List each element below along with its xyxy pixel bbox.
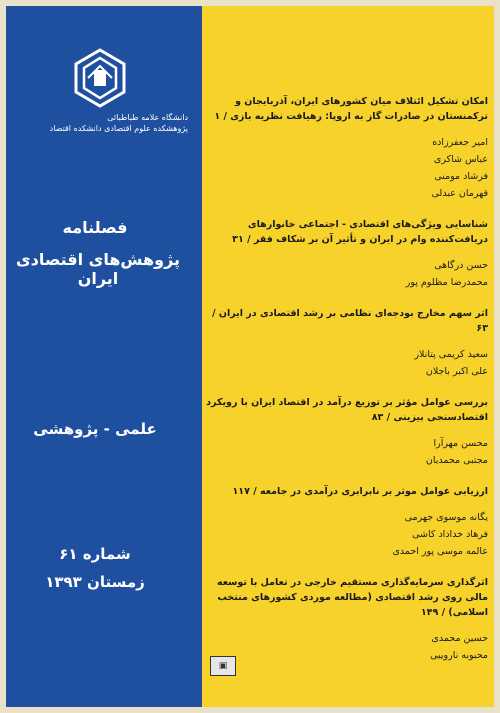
article-entry	[206, 575, 488, 664]
article-author: عباس شاکری	[433, 154, 488, 165]
article-entry	[206, 306, 488, 380]
article-entry	[206, 217, 488, 291]
issue-number: شماره ۶۱	[59, 545, 131, 563]
article-author: فرهاد خداداد کاشی	[412, 529, 488, 540]
article-author: قهرمان عبدلی	[431, 188, 488, 199]
journal-type: علمی - پژوهشی	[33, 420, 157, 438]
article-title: شناسایی ویژگی‌های اقتصادی - اجتماعی خانوارهای دریافت‌کننده وام در ایران و تأثیر آن بر شکاف فقر / ۳۱	[232, 219, 488, 245]
article-entry	[206, 94, 488, 202]
article-title: اثر سهم مخارج بودجه‌ای نظامی بر رشد اقتصادی در ایران / ۶۳	[212, 308, 488, 334]
university-line: دانشگاه علامه طباطبائی	[107, 113, 188, 122]
article-author: حسن درگاهی	[434, 260, 488, 271]
university-line: پژوهشکده علوم اقتصادی دانشکده اقتصاد	[49, 124, 188, 133]
article-title: بررسی عوامل مؤثر بر توزیع درآمد در اقتصاد ایران با رویکرد اقتصادسنجی بیزینی / ۸۳	[206, 397, 488, 423]
article-entry	[206, 484, 488, 560]
article-title: ارزیابی عوامل موثر بر نابرابری درآمدی در جامعه / ۱۱۷	[232, 486, 488, 497]
publisher-mark-icon: ▣	[210, 656, 236, 676]
article-author: محمدرضا مظلوم پور	[405, 277, 488, 288]
article-title: امکان تشکیل ائتلاف میان کشورهای ایران، آذربایجان و ترکمنستان در صادرات گاز به اروپا: رهیافت نظریه بازی / ۱	[214, 96, 488, 122]
article-title: اثرگذاری سرمایه‌گذاری مستقیم خارجی در تعامل با توسعه مالی روی رشد اقتصادی (مطالعه موردی کشورهای منتخب اسلامی) / ۱۴۹	[216, 577, 488, 618]
article-author: سعید کریمی پتانلار	[414, 349, 488, 360]
article-author: محبوبه ناروییی	[430, 650, 488, 661]
article-author: عالمه موسی پور احمدی	[392, 546, 488, 557]
journal-label: فصلنامه	[62, 218, 128, 237]
article-author: علی اکبر باجلان	[425, 366, 488, 377]
article-author: محسن مهرآرا	[433, 438, 488, 449]
article-author: یگانه موسوی جهرمی	[404, 512, 488, 523]
article-author: امیر جعفرزاده	[432, 137, 488, 148]
article-author: مجتبی محمدیان	[425, 455, 488, 466]
article-author: حسین محمدی	[431, 633, 488, 644]
table-of-contents	[206, 94, 488, 679]
article-entry	[206, 395, 488, 469]
issue-season: زمستان ۱۳۹۳	[45, 573, 145, 591]
article-author: فرشاد مومنی	[434, 171, 488, 182]
journal-title: پژوهش‌های اقتصادی ایران	[15, 250, 181, 288]
issue-info	[10, 540, 180, 596]
university-name	[12, 112, 188, 134]
university-logo-icon	[72, 48, 128, 108]
